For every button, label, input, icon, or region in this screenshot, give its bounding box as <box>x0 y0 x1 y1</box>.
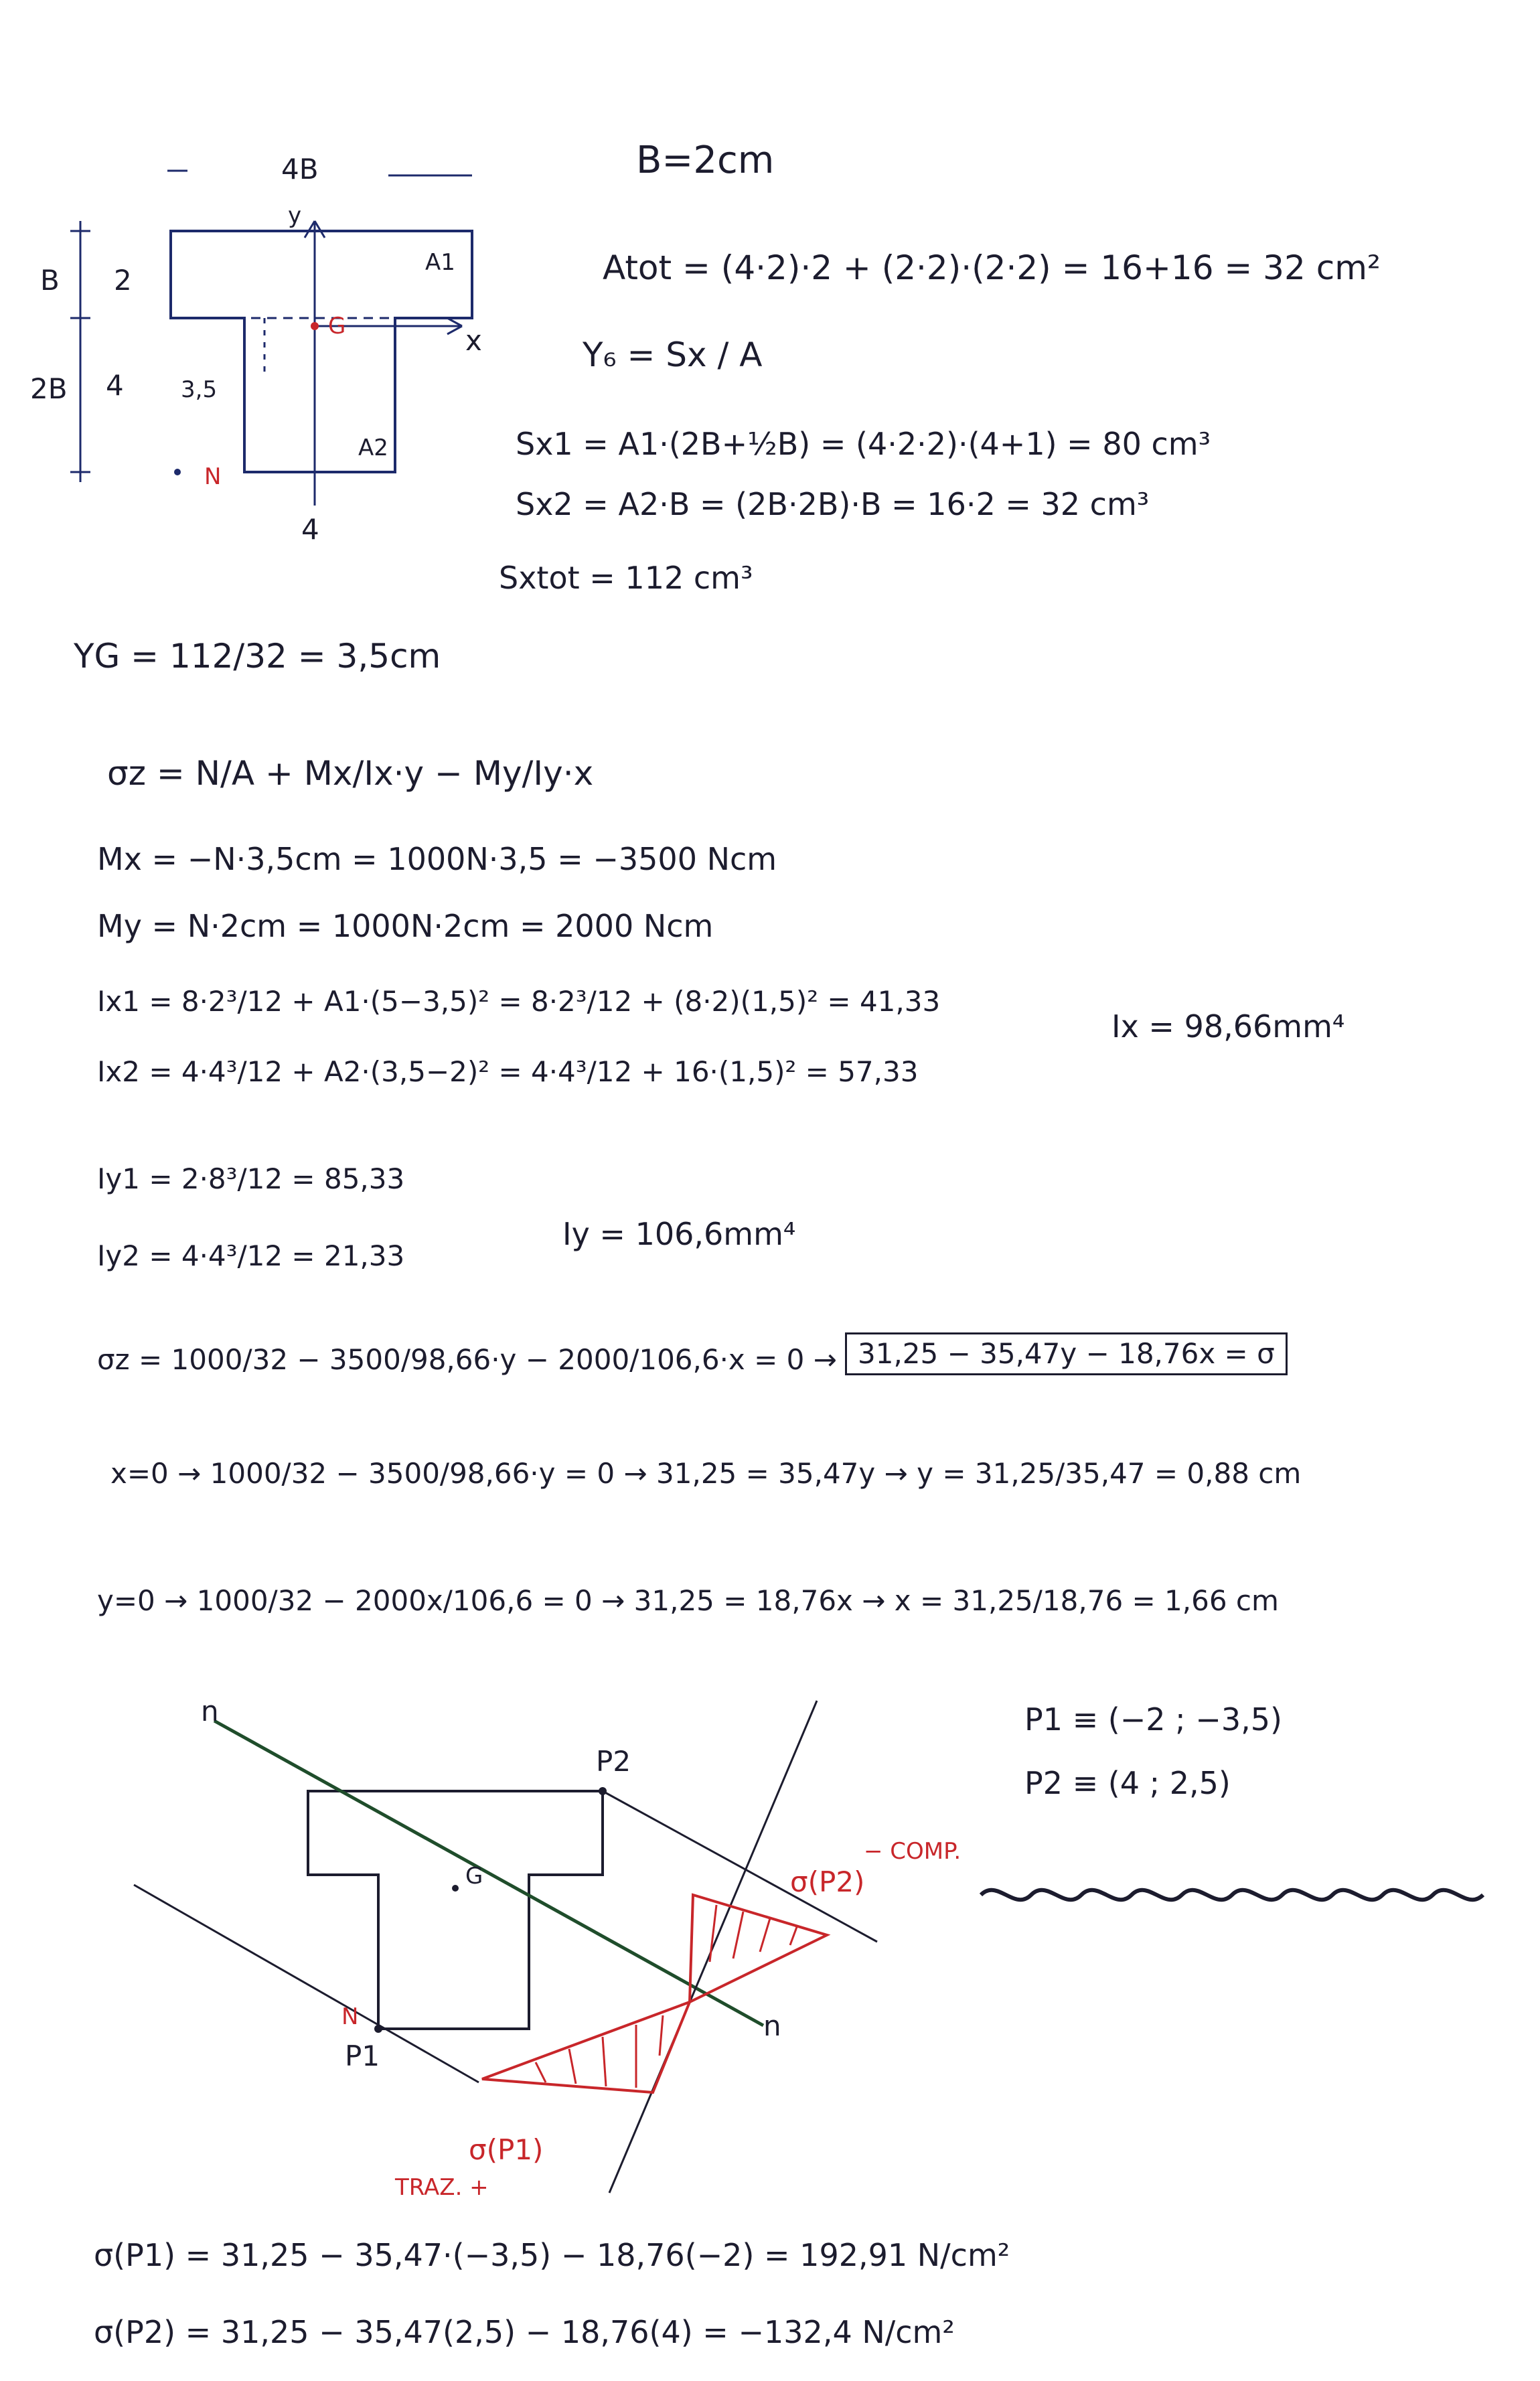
sx2-line: Sx2 = A2·B = (2B·2B)·B = 16·2 = 32 cm³ <box>516 486 1150 522</box>
diagram-n-label: N <box>341 2003 359 2030</box>
scribble <box>978 1878 1486 1912</box>
g-label: G <box>328 313 346 339</box>
y-zero-line: y=0 → 1000/32 − 2000x/106,6 = 0 → 31,25 = 18,76x → x = 31,25/18,76 = 1,66 cm <box>97 1584 1279 1617</box>
x-zero-line: x=0 → 1000/32 − 3500/98,66·y = 0 → 31,25 = 35,47y → y = 31,25/35,47 = 0,88 cm <box>110 1457 1302 1490</box>
iy1-line: Iy1 = 2·8³/12 = 85,33 <box>97 1162 405 1195</box>
b-definition: B=2cm <box>636 139 775 182</box>
dim-4-label: 4 <box>106 369 124 402</box>
mx-line: Mx = −N·3,5cm = 1000N·3,5 = −3500 Ncm <box>97 841 777 877</box>
compression-triangle <box>690 1895 827 2002</box>
my-line: My = N·2cm = 1000N·2cm = 2000 Ncm <box>97 908 714 944</box>
p1-coordinates: P1 ≡ (−2 ; −3,5) <box>1024 1701 1282 1738</box>
ix-total-line: Ix = 98,66mm⁴ <box>1111 1008 1345 1045</box>
ix1-line: Ix1 = 8·2³/12 + A1·(5−3,5)² = 8·2³/12 + (8·2)(1,5)² = 41,33 <box>97 985 941 1018</box>
comp-label: − COMP. <box>864 1838 961 1865</box>
sigma-p1-result: σ(P1) = 31,25 − 35,47·(−3,5) − 18,76(−2) = 192,91 N/cm² <box>94 2237 1010 2273</box>
sx1-line: Sx1 = A1·(2B+½B) = (4·2·2)·(4+1) = 80 cm³ <box>516 426 1211 462</box>
p1-label: P1 <box>345 2040 380 2072</box>
neutral-axis-line <box>214 1721 763 2025</box>
iy2-line: Iy2 = 4·4³/12 = 21,33 <box>97 1239 405 1272</box>
y-axis-label: y <box>288 202 302 229</box>
dim-2b-label: 2B <box>30 372 68 405</box>
x-axis-label: x <box>465 324 482 357</box>
sigma-p1-label: σ(P1) <box>469 2133 544 2166</box>
n-bottom-label: n <box>763 2009 781 2042</box>
sigma-boxed-result: 31,25 − 35,47y − 18,76x = σ <box>845 1332 1288 1375</box>
p2-coordinates: P2 ≡ (4 ; 2,5) <box>1024 1765 1231 1801</box>
sigma-formula-line: σz = N/A + Mx/Ix·y − My/Iy·x <box>107 754 594 793</box>
p2-dot <box>599 1787 607 1795</box>
dim-35-label: 3,5 <box>181 376 218 403</box>
stress-baseline <box>609 1701 817 2193</box>
n-label: N <box>204 463 222 490</box>
bottom-width-label: 4 <box>301 513 319 546</box>
diagram-g-dot <box>452 1885 459 1892</box>
diagram-g-label: G <box>465 1863 483 1890</box>
sxtot-line: Sxtot = 112 cm³ <box>499 560 753 596</box>
sigma-numeric-line: σz = 1000/32 − 3500/98,66·y − 2000/106,6·x = 0 → <box>97 1343 837 1376</box>
atot-line: Atot = (4·2)·2 + (2·2)·(2·2) = 16+16 = 32 cm² <box>603 248 1381 287</box>
sigma-p2-result: σ(P2) = 31,25 − 35,47(2,5) − 18,76(4) = −132,4 N/cm² <box>94 2314 955 2350</box>
tension-triangle <box>482 2002 690 2092</box>
p1-parallel-line <box>134 1885 479 2082</box>
traz-label: TRAZ. + <box>395 2174 489 2201</box>
a1-label: A1 <box>425 249 455 276</box>
p1-dot <box>374 2025 382 2033</box>
n-top-label: n <box>201 1695 219 1727</box>
dim-b-label: B <box>40 264 60 297</box>
iy-total-line: Iy = 106,6mm⁴ <box>562 1216 796 1252</box>
p2-label: P2 <box>596 1745 631 1778</box>
a2-label: A2 <box>358 435 388 461</box>
sigma-p2-label: σ(P2) <box>790 1865 865 1898</box>
yg-result-line: YG = 112/32 = 3,5cm <box>74 637 441 676</box>
dim-2-label: 2 <box>114 264 132 297</box>
yg-formula-line: Y₆ = Sx / A <box>583 335 763 374</box>
top-width-label: 4B <box>281 153 319 185</box>
ix2-line: Ix2 = 4·4³/12 + A2·(3,5−2)² = 4·4³/12 + 16·(1,5)² = 57,33 <box>97 1055 919 1088</box>
